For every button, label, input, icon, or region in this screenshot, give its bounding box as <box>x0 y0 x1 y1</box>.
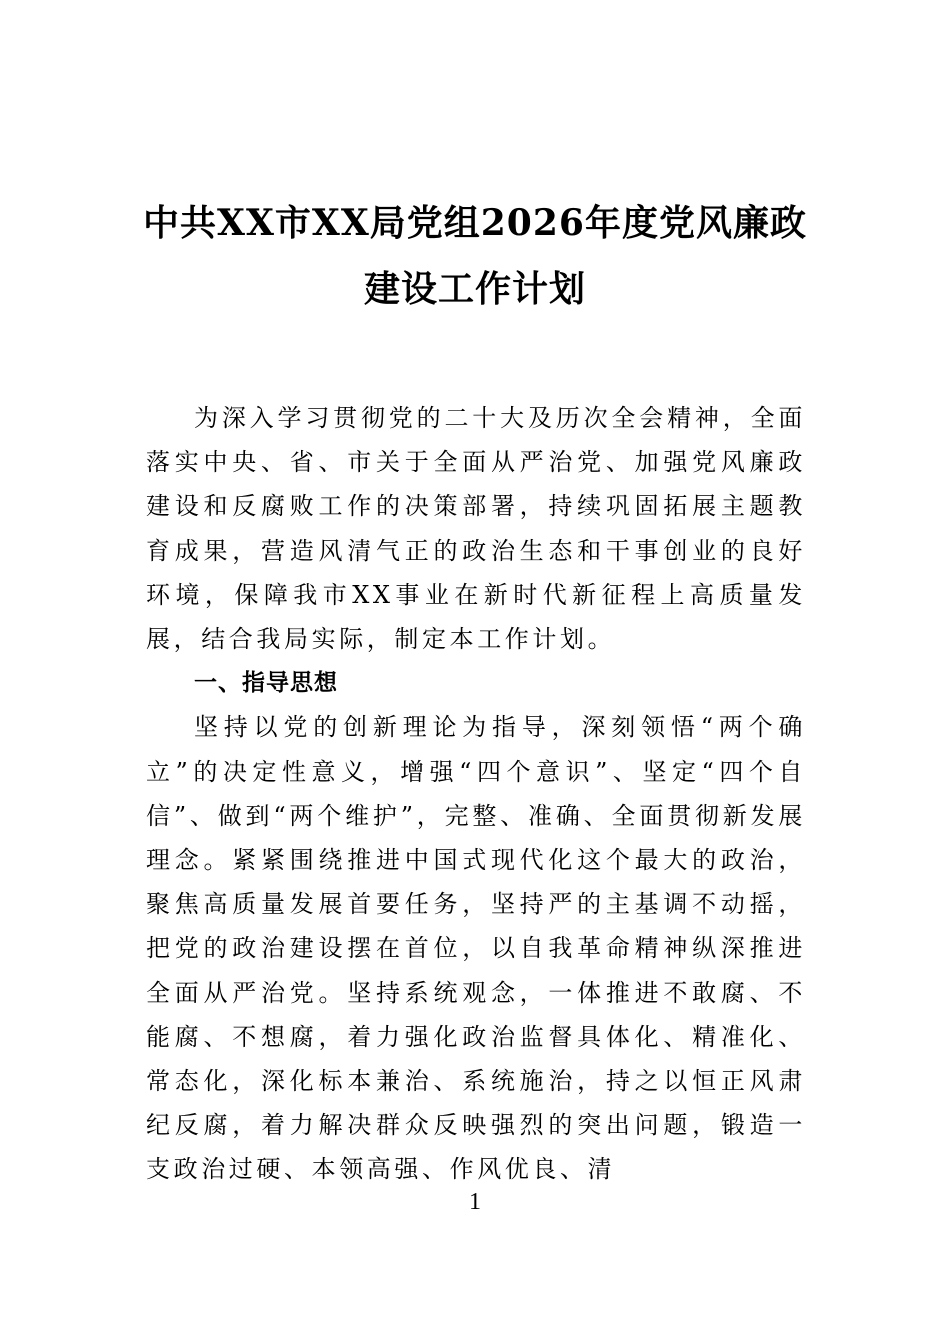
section-heading-guiding-ideology: 一、指导思想 <box>194 670 338 697</box>
guiding-ideology-paragraph: 坚持以党的创新理论为指导，深刻领悟“两个确立”的决定性意义，增强“四个意识”、坚定“四个自信”、做到“两个维护”，完整、准确、全面贯彻新发展理念。紧紧围绕推进中国式现代化这个最大的政治，聚焦高质量发展首要任务，坚持严的主基调不动摇，把党的政治建设摆在首位，以自我革命精神纵深推进全面从严治党。坚持系统观念，一体推进不敢腐、不能腐、不想腐，着力强化政治监督具体化、精准化、常态化，深化标本兼治、系统施治，持之以恒正风肃纪反腐，着力解决群众反映强烈的突出问题，锻造一支政治过硬、本领高强、作风优良、清 <box>146 713 806 1184</box>
title-line-2: 建设工作计划 <box>363 268 586 310</box>
document-title <box>0 190 950 322</box>
intro-paragraph: 为深入学习贯彻党的二十大及历次全会精神，全面落实中央、省、市关于全面从严治党、加强党风廉政建设和反腐败工作的决策部署，持续巩固拓展主题教育成果，营造风清气正的政治生态和干事创业的良好环境，保障我市XX事业在新时代新征程上高质量发展，结合我局实际，制定本工作计划。 <box>146 404 806 654</box>
page-number: 1 <box>469 1189 481 1215</box>
title-line-1: 中共XX市XX局党组2026年度党风廉政 <box>143 202 807 244</box>
document-body <box>146 396 806 1192</box>
